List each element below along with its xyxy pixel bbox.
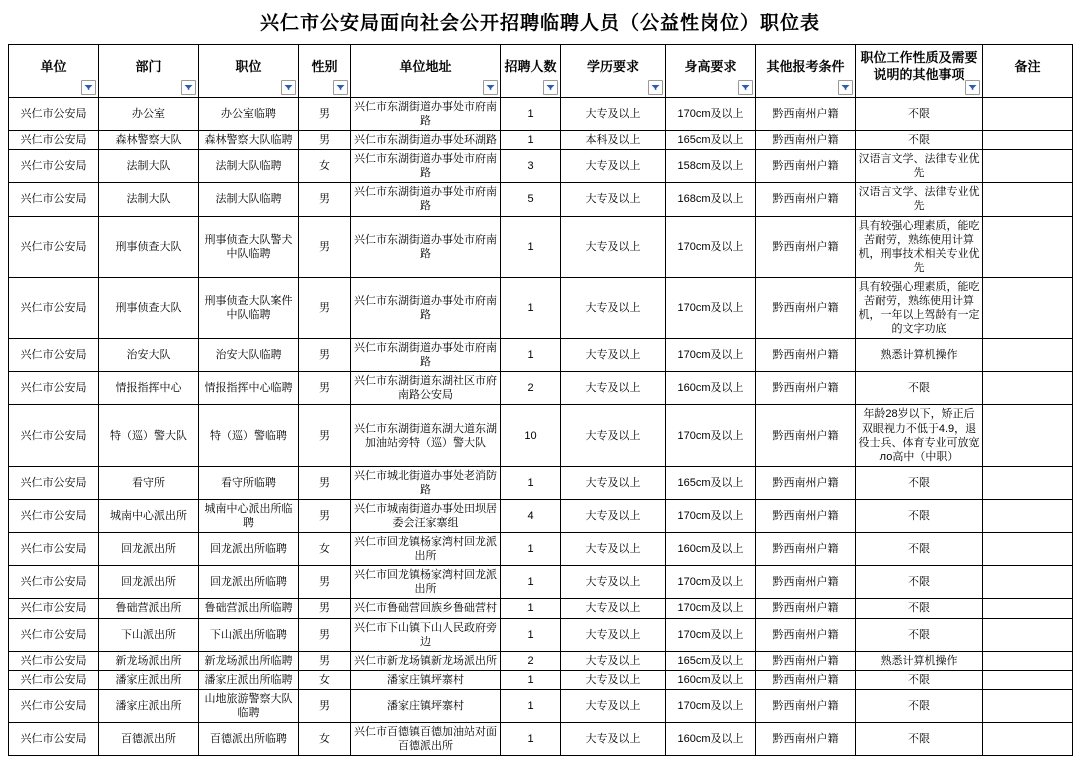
cell-other_conditions: 黔西南州户籍 bbox=[756, 372, 856, 405]
cell-position: 新龙场派出所临聘 bbox=[199, 651, 299, 670]
cell-dept: 特（巡）警大队 bbox=[99, 405, 199, 466]
cell-height: 165cm及以上 bbox=[666, 131, 756, 150]
cell-count: 1 bbox=[501, 533, 561, 566]
cell-position: 治安大队临聘 bbox=[199, 339, 299, 372]
cell-nature: 不限 bbox=[856, 599, 983, 618]
cell-nature: 熟悉计算机操作 bbox=[856, 339, 983, 372]
column-header-label: 部门 bbox=[135, 58, 162, 74]
cell-height: 170cm及以上 bbox=[666, 689, 756, 722]
column-header-label: 职位 bbox=[235, 58, 262, 74]
cell-count: 1 bbox=[501, 618, 561, 651]
cell-count: 3 bbox=[501, 150, 561, 183]
cell-remark bbox=[983, 618, 1073, 651]
cell-education: 大专及以上 bbox=[561, 405, 666, 466]
cell-nature: 不限 bbox=[856, 372, 983, 405]
cell-count: 1 bbox=[501, 566, 561, 599]
cell-unit: 兴仁市公安局 bbox=[9, 722, 99, 755]
cell-unit: 兴仁市公安局 bbox=[9, 405, 99, 466]
column-header-label: 职位工作性质及需要说明的其他事项 bbox=[860, 50, 978, 82]
cell-education: 大专及以上 bbox=[561, 670, 666, 689]
cell-remark bbox=[983, 499, 1073, 532]
cell-remark bbox=[983, 670, 1073, 689]
cell-dept: 潘家庄派出所 bbox=[99, 670, 199, 689]
cell-position: 回龙派出所临聘 bbox=[199, 566, 299, 599]
cell-address: 兴仁市东湖街道办事处市府南路 bbox=[351, 150, 501, 183]
cell-nature: 不限 bbox=[856, 670, 983, 689]
cell-remark bbox=[983, 216, 1073, 277]
cell-dept: 刑事侦查大队 bbox=[99, 277, 199, 338]
cell-unit: 兴仁市公安局 bbox=[9, 566, 99, 599]
cell-gender: 男 bbox=[299, 651, 351, 670]
cell-nature: 具有较强心理素质，能吃苦耐劳，熟练使用计算机，一年以上驾龄有一定的文字功底 bbox=[856, 277, 983, 338]
table-row bbox=[9, 670, 1073, 689]
cell-unit: 兴仁市公安局 bbox=[9, 339, 99, 372]
cell-dept: 潘家庄派出所 bbox=[99, 689, 199, 722]
column-header-remark bbox=[983, 45, 1073, 98]
cell-unit: 兴仁市公安局 bbox=[9, 599, 99, 618]
filter-dropdown-icon[interactable] bbox=[543, 80, 558, 95]
cell-other_conditions: 黔西南州户籍 bbox=[756, 150, 856, 183]
cell-dept: 鲁础营派出所 bbox=[99, 599, 199, 618]
cell-remark bbox=[983, 98, 1073, 131]
cell-height: 158cm及以上 bbox=[666, 150, 756, 183]
column-header-unit bbox=[9, 45, 99, 98]
column-header-label: 其他报考条件 bbox=[766, 58, 845, 74]
cell-height: 170cm及以上 bbox=[666, 339, 756, 372]
cell-remark bbox=[983, 277, 1073, 338]
cell-gender: 男 bbox=[299, 183, 351, 216]
cell-count: 4 bbox=[501, 499, 561, 532]
cell-education: 大专及以上 bbox=[561, 98, 666, 131]
cell-other_conditions: 黔西南州户籍 bbox=[756, 183, 856, 216]
cell-count: 1 bbox=[501, 466, 561, 499]
cell-height: 165cm及以上 bbox=[666, 466, 756, 499]
column-header-label: 身高要求 bbox=[684, 58, 737, 74]
column-header-address bbox=[351, 45, 501, 98]
filter-dropdown-icon[interactable] bbox=[81, 80, 96, 95]
cell-gender: 男 bbox=[299, 372, 351, 405]
cell-count: 2 bbox=[501, 651, 561, 670]
cell-position: 看守所临聘 bbox=[199, 466, 299, 499]
cell-position: 回龙派出所临聘 bbox=[199, 533, 299, 566]
cell-gender: 男 bbox=[299, 131, 351, 150]
cell-position: 鲁础营派出所临聘 bbox=[199, 599, 299, 618]
column-header-dept bbox=[99, 45, 199, 98]
cell-education: 大专及以上 bbox=[561, 533, 666, 566]
table-row bbox=[9, 722, 1073, 755]
cell-other_conditions: 黔西南州户籍 bbox=[756, 689, 856, 722]
cell-position: 办公室临聘 bbox=[199, 98, 299, 131]
column-header-education bbox=[561, 45, 666, 98]
cell-gender: 男 bbox=[299, 466, 351, 499]
cell-nature: 熟悉计算机操作 bbox=[856, 651, 983, 670]
cell-nature: 不限 bbox=[856, 618, 983, 651]
table-row bbox=[9, 599, 1073, 618]
cell-unit: 兴仁市公安局 bbox=[9, 131, 99, 150]
cell-education: 大专及以上 bbox=[561, 183, 666, 216]
cell-remark bbox=[983, 689, 1073, 722]
cell-height: 165cm及以上 bbox=[666, 651, 756, 670]
cell-address: 兴仁市东湖街道办事处市府南路 bbox=[351, 277, 501, 338]
cell-nature: 不限 bbox=[856, 98, 983, 131]
cell-position: 法制大队临聘 bbox=[199, 183, 299, 216]
cell-education: 大专及以上 bbox=[561, 372, 666, 405]
cell-address: 兴仁市城南街道办事处田坝居委会汪家寨组 bbox=[351, 499, 501, 532]
cell-dept: 法制大队 bbox=[99, 150, 199, 183]
table-row bbox=[9, 618, 1073, 651]
cell-height: 160cm及以上 bbox=[666, 533, 756, 566]
cell-education: 大专及以上 bbox=[561, 566, 666, 599]
cell-count: 1 bbox=[501, 216, 561, 277]
table-row bbox=[9, 339, 1073, 372]
cell-height: 160cm及以上 bbox=[666, 722, 756, 755]
cell-position: 森林警察大队临聘 bbox=[199, 131, 299, 150]
cell-address: 兴仁市东湖街道办事处市府南路 bbox=[351, 98, 501, 131]
cell-count: 1 bbox=[501, 131, 561, 150]
cell-nature: 不限 bbox=[856, 689, 983, 722]
cell-remark bbox=[983, 722, 1073, 755]
table-row bbox=[9, 131, 1073, 150]
cell-dept: 法制大队 bbox=[99, 183, 199, 216]
cell-unit: 兴仁市公安局 bbox=[9, 372, 99, 405]
cell-dept: 百德派出所 bbox=[99, 722, 199, 755]
cell-gender: 男 bbox=[299, 566, 351, 599]
cell-unit: 兴仁市公安局 bbox=[9, 466, 99, 499]
cell-unit: 兴仁市公安局 bbox=[9, 150, 99, 183]
cell-address: 兴仁市新龙场镇新龙场派出所 bbox=[351, 651, 501, 670]
cell-height: 170cm及以上 bbox=[666, 618, 756, 651]
table-row bbox=[9, 216, 1073, 277]
cell-unit: 兴仁市公安局 bbox=[9, 98, 99, 131]
cell-gender: 男 bbox=[299, 277, 351, 338]
cell-dept: 治安大队 bbox=[99, 339, 199, 372]
cell-height: 170cm及以上 bbox=[666, 216, 756, 277]
filter-dropdown-icon[interactable] bbox=[838, 80, 853, 95]
cell-other_conditions: 黔西南州户籍 bbox=[756, 216, 856, 277]
cell-dept: 看守所 bbox=[99, 466, 199, 499]
cell-dept: 情报指挥中心 bbox=[99, 372, 199, 405]
cell-count: 1 bbox=[501, 98, 561, 131]
cell-gender: 女 bbox=[299, 670, 351, 689]
cell-other_conditions: 黔西南州户籍 bbox=[756, 722, 856, 755]
table-row bbox=[9, 499, 1073, 532]
cell-dept: 森林警察大队 bbox=[99, 131, 199, 150]
table-row bbox=[9, 651, 1073, 670]
column-header-label: 单位 bbox=[40, 58, 67, 74]
cell-education: 大专及以上 bbox=[561, 722, 666, 755]
cell-address: 兴仁市东湖街道办事处市府南路 bbox=[351, 216, 501, 277]
cell-height: 170cm及以上 bbox=[666, 599, 756, 618]
cell-gender: 女 bbox=[299, 722, 351, 755]
cell-count: 1 bbox=[501, 689, 561, 722]
cell-education: 大专及以上 bbox=[561, 150, 666, 183]
cell-remark bbox=[983, 131, 1073, 150]
cell-nature: 不限 bbox=[856, 499, 983, 532]
cell-education: 大专及以上 bbox=[561, 689, 666, 722]
cell-nature: 年龄28岁以下，矫正后双眼视力不低于4.9，退役士兵、体育专业可放宽ло高中（中职） bbox=[856, 405, 983, 466]
cell-count: 5 bbox=[501, 183, 561, 216]
cell-position: 山地旅游警察大队临聘 bbox=[199, 689, 299, 722]
jobs-table bbox=[8, 44, 1073, 756]
cell-position: 刑事侦查大队警犬中队临聘 bbox=[199, 216, 299, 277]
cell-address: 潘家庄镇坪寨村 bbox=[351, 670, 501, 689]
cell-nature: 不限 bbox=[856, 466, 983, 499]
cell-remark bbox=[983, 466, 1073, 499]
cell-other_conditions: 黔西南州户籍 bbox=[756, 466, 856, 499]
cell-remark bbox=[983, 405, 1073, 466]
cell-unit: 兴仁市公安局 bbox=[9, 651, 99, 670]
cell-education: 大专及以上 bbox=[561, 599, 666, 618]
cell-address: 兴仁市回龙镇杨家湾村回龙派出所 bbox=[351, 533, 501, 566]
column-header-label: 备注 bbox=[1014, 58, 1041, 74]
table-row bbox=[9, 689, 1073, 722]
cell-education: 本科及以上 bbox=[561, 131, 666, 150]
cell-address: 兴仁市回龙镇杨家湾村回龙派出所 bbox=[351, 566, 501, 599]
cell-education: 大专及以上 bbox=[561, 618, 666, 651]
cell-unit: 兴仁市公安局 bbox=[9, 533, 99, 566]
cell-education: 大专及以上 bbox=[561, 216, 666, 277]
cell-gender: 女 bbox=[299, 150, 351, 183]
cell-remark bbox=[983, 150, 1073, 183]
table-row bbox=[9, 566, 1073, 599]
cell-remark bbox=[983, 533, 1073, 566]
cell-education: 大专及以上 bbox=[561, 499, 666, 532]
cell-position: 下山派出所临聘 bbox=[199, 618, 299, 651]
cell-gender: 男 bbox=[299, 405, 351, 466]
cell-position: 法制大队临聘 bbox=[199, 150, 299, 183]
cell-position: 潘家庄派出所临聘 bbox=[199, 670, 299, 689]
cell-unit: 兴仁市公安局 bbox=[9, 670, 99, 689]
cell-remark bbox=[983, 566, 1073, 599]
cell-count: 1 bbox=[501, 670, 561, 689]
table-row bbox=[9, 277, 1073, 338]
cell-dept: 回龙派出所 bbox=[99, 566, 199, 599]
cell-position: 特（巡）警临聘 bbox=[199, 405, 299, 466]
cell-dept: 城南中心派出所 bbox=[99, 499, 199, 532]
page-title: 兴仁市公安局面向社会公开招聘临聘人员（公益性岗位）职位表 bbox=[259, 13, 820, 34]
cell-education: 大专及以上 bbox=[561, 339, 666, 372]
cell-address: 潘家庄镇坪寨村 bbox=[351, 689, 501, 722]
cell-height: 170cm及以上 bbox=[666, 499, 756, 532]
cell-address: 兴仁市东湖街道东湖社区市府南路公安局 bbox=[351, 372, 501, 405]
cell-gender: 男 bbox=[299, 689, 351, 722]
table-row bbox=[9, 405, 1073, 466]
cell-count: 1 bbox=[501, 722, 561, 755]
filter-dropdown-icon[interactable] bbox=[648, 80, 663, 95]
cell-nature: 汉语言文学、法律专业优先 bbox=[856, 150, 983, 183]
column-header-position bbox=[199, 45, 299, 98]
cell-other_conditions: 黔西南州户籍 bbox=[756, 98, 856, 131]
cell-dept: 刑事侦查大队 bbox=[99, 216, 199, 277]
cell-nature: 不限 bbox=[856, 533, 983, 566]
cell-count: 10 bbox=[501, 405, 561, 466]
cell-height: 160cm及以上 bbox=[666, 372, 756, 405]
table-row bbox=[9, 98, 1073, 131]
cell-remark bbox=[983, 372, 1073, 405]
table-row bbox=[9, 372, 1073, 405]
cell-count: 2 bbox=[501, 372, 561, 405]
table-row bbox=[9, 150, 1073, 183]
cell-address: 兴仁市下山镇下山人民政府旁边 bbox=[351, 618, 501, 651]
column-header-count bbox=[501, 45, 561, 98]
cell-address: 兴仁市鲁础营回族乡鲁础营村 bbox=[351, 599, 501, 618]
cell-address: 兴仁市百德镇百德加油站对面百德派出所 bbox=[351, 722, 501, 755]
cell-other_conditions: 黔西南州户籍 bbox=[756, 339, 856, 372]
cell-unit: 兴仁市公安局 bbox=[9, 618, 99, 651]
cell-dept: 下山派出所 bbox=[99, 618, 199, 651]
table-body bbox=[9, 98, 1073, 756]
cell-unit: 兴仁市公安局 bbox=[9, 499, 99, 532]
cell-other_conditions: 黔西南州户籍 bbox=[756, 618, 856, 651]
cell-dept: 回龙派出所 bbox=[99, 533, 199, 566]
cell-unit: 兴仁市公安局 bbox=[9, 689, 99, 722]
cell-height: 170cm及以上 bbox=[666, 277, 756, 338]
cell-other_conditions: 黔西南州户籍 bbox=[756, 533, 856, 566]
column-header-label: 招聘人数 bbox=[504, 58, 557, 74]
cell-other_conditions: 黔西南州户籍 bbox=[756, 670, 856, 689]
cell-position: 城南中心派出所临聘 bbox=[199, 499, 299, 532]
table-row bbox=[9, 466, 1073, 499]
cell-other_conditions: 黔西南州户籍 bbox=[756, 566, 856, 599]
cell-remark bbox=[983, 183, 1073, 216]
cell-count: 1 bbox=[501, 599, 561, 618]
filter-dropdown-icon[interactable] bbox=[181, 80, 196, 95]
cell-position: 刑事侦查大队案件中队临聘 bbox=[199, 277, 299, 338]
column-header-height bbox=[666, 45, 756, 98]
cell-other_conditions: 黔西南州户籍 bbox=[756, 599, 856, 618]
cell-nature: 不限 bbox=[856, 131, 983, 150]
cell-other_conditions: 黔西南州户籍 bbox=[756, 651, 856, 670]
cell-dept: 新龙场派出所 bbox=[99, 651, 199, 670]
cell-education: 大专及以上 bbox=[561, 466, 666, 499]
cell-address: 兴仁市东湖街道办事处市府南路 bbox=[351, 183, 501, 216]
cell-position: 情报指挥中心临聘 bbox=[199, 372, 299, 405]
cell-gender: 男 bbox=[299, 499, 351, 532]
column-header-label: 性别 bbox=[311, 58, 338, 74]
cell-gender: 男 bbox=[299, 339, 351, 372]
table-header-row bbox=[9, 45, 1073, 98]
cell-unit: 兴仁市公安局 bbox=[9, 216, 99, 277]
cell-education: 大专及以上 bbox=[561, 277, 666, 338]
column-header-gender bbox=[299, 45, 351, 98]
cell-unit: 兴仁市公安局 bbox=[9, 277, 99, 338]
cell-gender: 男 bbox=[299, 98, 351, 131]
cell-address: 兴仁市东湖街道办事处环湖路 bbox=[351, 131, 501, 150]
column-header-label: 单位地址 bbox=[399, 58, 452, 74]
cell-unit: 兴仁市公安局 bbox=[9, 183, 99, 216]
cell-position: 百德派出所临聘 bbox=[199, 722, 299, 755]
cell-nature: 汉语言文学、法律专业优先 bbox=[856, 183, 983, 216]
cell-height: 168cm及以上 bbox=[666, 183, 756, 216]
cell-nature: 不限 bbox=[856, 566, 983, 599]
cell-address: 兴仁市东湖街道办事处市府南路 bbox=[351, 339, 501, 372]
table-row bbox=[9, 533, 1073, 566]
cell-other_conditions: 黔西南州户籍 bbox=[756, 131, 856, 150]
cell-gender: 女 bbox=[299, 533, 351, 566]
cell-count: 1 bbox=[501, 277, 561, 338]
cell-height: 160cm及以上 bbox=[666, 670, 756, 689]
cell-count: 1 bbox=[501, 339, 561, 372]
cell-nature: 具有较强心理素质，能吃苦耐劳，熟练使用计算机，刑事技术相关专业优先 bbox=[856, 216, 983, 277]
filter-dropdown-icon[interactable] bbox=[281, 80, 296, 95]
column-header-other_conditions bbox=[756, 45, 856, 98]
cell-dept: 办公室 bbox=[99, 98, 199, 131]
cell-address: 兴仁市城北街道办事处老消防路 bbox=[351, 466, 501, 499]
cell-other_conditions: 黔西南州户籍 bbox=[756, 499, 856, 532]
filter-dropdown-icon[interactable] bbox=[965, 80, 980, 95]
filter-dropdown-icon[interactable] bbox=[333, 80, 348, 95]
cell-gender: 男 bbox=[299, 618, 351, 651]
cell-height: 170cm及以上 bbox=[666, 405, 756, 466]
table-row bbox=[9, 183, 1073, 216]
cell-nature: 不限 bbox=[856, 722, 983, 755]
filter-dropdown-icon[interactable] bbox=[738, 80, 753, 95]
cell-other_conditions: 黔西南州户籍 bbox=[756, 277, 856, 338]
cell-remark bbox=[983, 651, 1073, 670]
cell-address: 兴仁市东湖街道东湖大道东湖加油站旁特（巡）警大队 bbox=[351, 405, 501, 466]
cell-remark bbox=[983, 339, 1073, 372]
filter-dropdown-icon[interactable] bbox=[483, 80, 498, 95]
cell-gender: 男 bbox=[299, 216, 351, 277]
cell-height: 170cm及以上 bbox=[666, 566, 756, 599]
cell-height: 170cm及以上 bbox=[666, 98, 756, 131]
cell-gender: 男 bbox=[299, 599, 351, 618]
cell-education: 大专及以上 bbox=[561, 651, 666, 670]
column-header-nature bbox=[856, 45, 983, 98]
column-header-label: 学历要求 bbox=[586, 58, 639, 74]
cell-other_conditions: 黔西南州户籍 bbox=[756, 405, 856, 466]
cell-remark bbox=[983, 599, 1073, 618]
